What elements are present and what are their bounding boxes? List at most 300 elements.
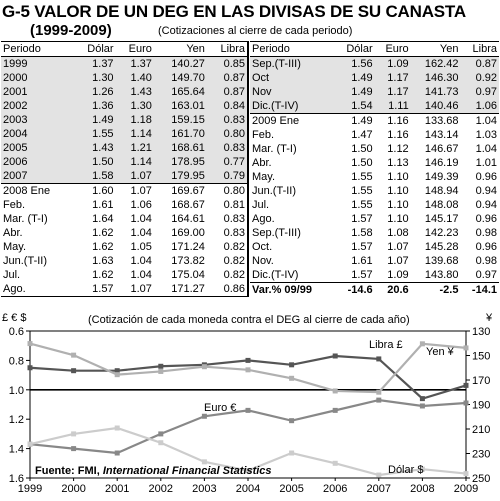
left-tick-label: 0.6	[8, 326, 24, 338]
value-cell: 1.49	[335, 85, 375, 99]
period-cell: 2003	[1, 113, 73, 127]
value-cell: 0.83	[207, 141, 247, 155]
value-cell: 1.26	[73, 85, 116, 99]
value-cell: 1.04	[130, 269, 152, 281]
column-header: Yen	[154, 42, 207, 57]
value-cell: -14.1	[471, 284, 497, 296]
left-tick-label: 1.6	[8, 473, 24, 485]
period-cell: Jun.(T-II)	[252, 185, 297, 197]
table-row	[250, 71, 499, 85]
value-cell: 1.10	[387, 185, 409, 197]
table-row	[1, 99, 247, 113]
series-label: Libra £	[369, 339, 403, 351]
data-point	[71, 446, 76, 451]
data-point	[71, 431, 76, 436]
value-cell: 1.62	[92, 227, 114, 239]
data-point	[158, 440, 163, 445]
value-cell: 1.61	[351, 255, 373, 267]
value-cell: 139.68	[424, 255, 459, 267]
value-cell: 143.80	[411, 268, 461, 283]
table-row	[250, 170, 499, 184]
period-cell: 2008 Ene	[1, 184, 73, 199]
chart-title: (Cotización de cada moneda contra el DEG al cierre de cada año)	[88, 314, 410, 326]
left-tick-label: 1.0	[8, 384, 24, 397]
value-cell: 1.57	[73, 282, 116, 297]
subtitle-note: (Cotizaciones al cierre de cada periodo)	[158, 25, 353, 37]
value-cell: 1.04	[130, 227, 152, 239]
data-point	[289, 451, 294, 456]
value-cell: 1.43	[73, 141, 116, 155]
value-cell: 0.98	[475, 227, 497, 239]
column-header: Libra	[207, 42, 247, 57]
data-point	[246, 408, 251, 413]
data-point	[246, 367, 251, 372]
value-cell: 1.49	[335, 71, 375, 85]
x-tick-label: 2002	[148, 483, 174, 495]
data-point	[376, 473, 381, 478]
source-note	[35, 465, 272, 477]
value-cell: 171.24	[171, 241, 205, 253]
table-divider	[247, 41, 249, 297]
data-point	[28, 341, 33, 346]
value-cell: 0.77	[207, 155, 247, 169]
value-cell: 1.55	[73, 127, 116, 141]
period-cell: 2007	[1, 169, 73, 184]
value-cell: 1.09	[375, 268, 411, 283]
value-cell: 1.16	[375, 114, 411, 129]
data-point	[333, 408, 338, 413]
table-left-header	[1, 42, 247, 57]
value-cell: 143.14	[424, 129, 459, 141]
value-cell: 0.83	[223, 213, 245, 225]
quotes-tables	[1, 41, 499, 309]
table-row	[1, 254, 247, 268]
value-cell: 0.87	[460, 57, 499, 72]
value-cell: 1.36	[73, 99, 116, 113]
column-header: Periodo	[250, 42, 335, 57]
value-cell: 146.19	[424, 157, 459, 169]
table-row	[250, 57, 499, 72]
period-cell: Sep.(T-III)	[252, 227, 301, 239]
value-cell: 145.28	[424, 241, 459, 253]
value-cell: 148.08	[424, 199, 459, 211]
value-cell: 0.96	[475, 213, 497, 225]
period-cell: 2002	[1, 99, 73, 113]
value-cell: 1.13	[387, 157, 409, 169]
value-cell: 1.04	[130, 255, 152, 267]
value-cell: 1.12	[387, 143, 409, 155]
period-cell: Mar. (T-I)	[3, 213, 48, 225]
value-cell: 0.85	[207, 57, 247, 72]
column-header: Yen	[411, 42, 461, 57]
value-cell: 0.96	[475, 171, 497, 183]
value-cell: 1.57	[335, 268, 375, 283]
value-cell: 1.03	[475, 129, 497, 141]
table-row	[1, 141, 247, 155]
value-cell: 1.54	[335, 99, 375, 114]
period-cell: Ago.	[1, 282, 73, 297]
table-row	[250, 184, 499, 198]
value-cell: 146.30	[411, 71, 461, 85]
column-header: Dólar	[335, 42, 375, 57]
value-cell: 1.10	[387, 213, 409, 225]
data-point	[202, 459, 207, 464]
value-cell: 1.62	[92, 241, 114, 253]
data-point	[158, 431, 163, 436]
period-cell: May.	[3, 241, 27, 253]
value-cell: 171.27	[154, 282, 207, 297]
table-row	[250, 212, 499, 226]
column-header: Euro	[375, 42, 411, 57]
x-tick-label: 2009	[453, 483, 479, 495]
value-cell: 1.37	[73, 57, 116, 72]
value-cell: 1.05	[130, 241, 152, 253]
value-cell: 0.98	[475, 255, 497, 267]
value-cell: 140.46	[411, 99, 461, 114]
data-point	[464, 401, 469, 406]
value-cell: 164.61	[171, 213, 205, 225]
value-cell: 1.30	[73, 71, 116, 85]
value-cell: 1.10	[387, 199, 409, 211]
value-cell: 1.55	[351, 185, 373, 197]
table-row	[1, 71, 247, 85]
data-point	[289, 418, 294, 423]
value-cell: 0.82	[223, 241, 245, 253]
period-cell: Oct	[250, 71, 335, 85]
x-tick-label: 2003	[192, 483, 217, 495]
value-cell: 0.80	[207, 127, 247, 141]
table-row	[1, 184, 247, 199]
table-row	[1, 226, 247, 240]
value-cell: 1.10	[387, 171, 409, 183]
value-cell: 1.60	[73, 184, 116, 199]
value-cell: 178.95	[154, 155, 207, 169]
value-cell: 1.04	[460, 114, 499, 129]
chart-container	[0, 310, 500, 496]
table-row	[250, 156, 499, 170]
right-tick-label: 190	[472, 399, 491, 412]
period-cell: Mar. (T-I)	[252, 143, 297, 155]
value-cell: 1.11	[375, 99, 411, 114]
table-row	[1, 240, 247, 254]
table-row	[250, 198, 499, 212]
table-row	[250, 128, 499, 142]
value-cell: 162.42	[411, 57, 461, 72]
table-row	[250, 240, 499, 254]
value-cell: 161.70	[154, 127, 207, 141]
data-point	[420, 396, 425, 401]
x-tick-label: 2006	[322, 483, 348, 495]
value-cell: 1.50	[73, 155, 116, 169]
value-cell: 1.62	[92, 269, 114, 281]
period-cell: Jun.(T-II)	[3, 255, 48, 267]
period-cell: 1999	[1, 57, 73, 72]
data-point	[115, 372, 120, 377]
data-point	[28, 365, 33, 370]
value-cell: 1.63	[92, 255, 114, 267]
table-row	[1, 127, 247, 141]
data-point	[333, 461, 338, 466]
period-cell: Nov	[250, 85, 335, 99]
value-cell: 173.82	[171, 255, 205, 267]
data-point	[376, 398, 381, 403]
line-chart	[0, 310, 500, 496]
value-cell: 145.17	[424, 213, 459, 225]
value-cell: 1.14	[116, 127, 154, 141]
x-tick-label: 1999	[17, 483, 43, 495]
value-cell: 0.96	[475, 241, 497, 253]
period-cell: Oct.	[252, 241, 273, 253]
data-point	[420, 341, 425, 346]
value-cell: 163.01	[154, 99, 207, 113]
table-right	[250, 41, 499, 297]
data-point	[115, 426, 120, 431]
left-tick-label: 0.8	[8, 355, 24, 368]
value-cell: 1.50	[351, 157, 373, 169]
table-row	[1, 282, 247, 297]
plot-frame	[30, 331, 466, 478]
table-row	[250, 226, 499, 240]
value-cell: 168.67	[171, 199, 205, 211]
value-cell: 0.94	[475, 199, 497, 211]
value-cell: 1.06	[130, 199, 152, 211]
data-point	[115, 451, 120, 456]
data-point	[464, 383, 469, 388]
value-cell: 0.97	[460, 268, 499, 283]
table-row	[1, 85, 247, 99]
right-tick-label: 150	[472, 350, 491, 363]
data-point	[333, 353, 338, 358]
right-tick-label: 170	[472, 375, 491, 387]
column-header: Libra	[460, 42, 499, 57]
source-publication: International Financial Statistics	[102, 465, 272, 477]
value-cell: 165.64	[154, 85, 207, 99]
value-cell: 1.50	[351, 143, 373, 155]
value-cell: 1.40	[116, 71, 154, 85]
table-row	[250, 268, 499, 283]
series-label: Euro €	[204, 402, 237, 414]
value-cell: 1.01	[475, 157, 497, 169]
data-point	[202, 364, 207, 369]
data-point	[246, 358, 251, 363]
table-row	[1, 212, 247, 226]
x-tick-label: 2000	[61, 483, 86, 495]
period-cell: Abr.	[3, 227, 23, 239]
right-tick-label: 130	[472, 326, 491, 338]
data-point	[71, 353, 76, 358]
data-point	[464, 471, 469, 476]
value-cell: 1.55	[351, 171, 373, 183]
value-cell: -14.6	[347, 284, 373, 296]
value-cell: 1.21	[116, 141, 154, 155]
value-cell: 0.81	[223, 199, 245, 211]
data-point	[202, 414, 207, 419]
value-cell: 0.97	[460, 85, 499, 99]
period-cell: Feb.	[3, 199, 26, 211]
value-cell: 1.09	[375, 57, 411, 72]
value-cell: 0.87	[207, 85, 247, 99]
value-cell: 0.94	[475, 185, 497, 197]
period-cell: Sep.(T-III)	[250, 57, 335, 72]
value-cell: 1.58	[351, 227, 373, 239]
value-cell: 1.06	[460, 99, 499, 114]
value-cell: 1.17	[375, 71, 411, 85]
value-cell: 142.23	[424, 227, 459, 239]
data-point	[464, 345, 469, 350]
x-tick-label: 2004	[235, 483, 261, 495]
value-cell: 1.04	[130, 213, 152, 225]
value-cell: 1.57	[351, 241, 373, 253]
value-cell: 140.27	[154, 57, 207, 72]
value-cell: 1.57	[351, 213, 373, 225]
data-point	[289, 362, 294, 367]
period-cell: Var.% 09/99	[252, 284, 312, 296]
table-right-header	[250, 42, 499, 57]
value-cell: 0.83	[223, 227, 245, 239]
value-cell: 175.04	[171, 269, 205, 281]
value-cell: 1.37	[116, 57, 154, 72]
period-cell: 2006	[1, 155, 73, 169]
period-cell: 2005	[1, 141, 73, 155]
period-cell: 2000	[1, 71, 73, 85]
value-cell: 20.6	[387, 284, 409, 296]
data-point	[289, 376, 294, 381]
table-row	[250, 283, 499, 298]
period-cell: Feb.	[252, 129, 275, 141]
column-header: Periodo	[1, 42, 73, 57]
value-cell: 179.95	[154, 169, 207, 184]
value-cell: 1.47	[351, 129, 373, 141]
data-point	[28, 442, 33, 447]
period-cell: Jul.	[3, 269, 21, 281]
period-cell: May.	[252, 171, 276, 183]
right-tick-label: 230	[472, 448, 491, 461]
value-cell: 148.94	[424, 185, 459, 197]
table-left	[1, 41, 247, 297]
value-cell: 1.58	[73, 169, 116, 184]
left-tick-label: 1.2	[8, 414, 24, 427]
value-cell: 0.82	[223, 269, 245, 281]
period-cell: Ago.	[252, 213, 275, 225]
value-cell: 1.14	[116, 155, 154, 169]
subtitle-years: (1999-2009)	[30, 22, 112, 39]
data-point	[376, 390, 381, 395]
value-cell: 0.84	[207, 99, 247, 113]
value-cell: 0.80	[207, 184, 247, 199]
value-cell: 169.00	[171, 227, 205, 239]
left-axis-label: £ € $	[2, 312, 27, 324]
table-row	[1, 169, 247, 184]
table-right-body	[250, 57, 499, 298]
value-cell: 1.07	[116, 282, 154, 297]
value-cell: 0.83	[207, 113, 247, 127]
value-cell: 0.92	[460, 71, 499, 85]
value-cell: 1.07	[116, 184, 154, 199]
value-cell: 0.82	[223, 255, 245, 267]
column-header: Dólar	[73, 42, 116, 57]
value-cell: 159.15	[154, 113, 207, 127]
page-title: G-5 VALOR DE UN DEG EN LAS DIVISAS DE SU CANASTA	[2, 2, 466, 21]
value-cell: 141.73	[411, 85, 461, 99]
series-label: Dólar $	[388, 464, 424, 476]
period-cell: 2009 Ene	[250, 114, 335, 129]
value-cell: 1.61	[92, 199, 114, 211]
value-cell: 1.07	[116, 169, 154, 184]
value-cell: 149.70	[154, 71, 207, 85]
value-cell: 1.49	[335, 114, 375, 129]
value-cell: 1.16	[387, 129, 409, 141]
value-cell: 0.87	[207, 71, 247, 85]
period-cell: Nov.	[252, 255, 274, 267]
x-tick-label: 2007	[366, 483, 392, 495]
value-cell: 1.43	[116, 85, 154, 99]
table-row	[250, 99, 499, 114]
value-cell: 1.64	[92, 213, 114, 225]
table-row	[250, 142, 499, 156]
data-point	[158, 369, 163, 374]
table-row	[1, 113, 247, 127]
column-header: Euro	[116, 42, 154, 57]
value-cell: 1.17	[375, 85, 411, 99]
source-label: Fuente: FMI,	[35, 465, 103, 477]
value-cell: 1.49	[73, 113, 116, 127]
value-cell: -2.5	[439, 284, 459, 296]
period-cell: 2004	[1, 127, 73, 141]
series-label: Yen ¥	[426, 346, 454, 358]
data-point	[420, 403, 425, 408]
value-cell: 1.55	[351, 199, 373, 211]
data-point	[333, 388, 338, 393]
value-cell: 146.67	[424, 143, 459, 155]
data-point	[158, 364, 163, 369]
value-cell: 1.04	[475, 143, 497, 155]
value-cell: 1.18	[116, 113, 154, 127]
period-cell: Jul.	[252, 199, 270, 211]
table-row	[1, 57, 247, 72]
value-cell: 169.67	[154, 184, 207, 199]
table-row	[1, 155, 247, 169]
value-cell: 149.39	[424, 171, 459, 183]
period-cell: Abr.	[252, 157, 272, 169]
value-cell: 1.07	[387, 255, 409, 267]
x-tick-label: 2001	[104, 483, 130, 495]
x-tick-label: 2008	[410, 483, 435, 495]
value-cell: 133.68	[411, 114, 461, 129]
table-row	[1, 198, 247, 212]
table-left-body	[1, 57, 247, 297]
period-cell: Dic.(T-IV)	[250, 268, 335, 283]
value-cell: 0.79	[207, 169, 247, 184]
right-tick-label: 210	[472, 424, 491, 436]
data-point	[71, 368, 76, 373]
value-cell: 168.61	[154, 141, 207, 155]
period-cell: 2001	[1, 85, 73, 99]
value-cell: 0.86	[207, 282, 247, 297]
period-cell: Dic.(T-IV)	[250, 99, 335, 114]
right-tick-label: 250	[472, 473, 491, 485]
value-cell: 1.07	[387, 241, 409, 253]
value-cell: 1.56	[335, 57, 375, 72]
table-row	[250, 85, 499, 99]
table-row	[250, 254, 499, 268]
data-point	[376, 356, 381, 361]
table-row	[250, 114, 499, 129]
right-axis-label: ¥	[486, 312, 493, 324]
value-cell: 1.30	[116, 99, 154, 113]
x-tick-label: 2005	[279, 483, 304, 495]
value-cell: 1.08	[387, 227, 409, 239]
left-tick-label: 1.4	[8, 443, 24, 456]
